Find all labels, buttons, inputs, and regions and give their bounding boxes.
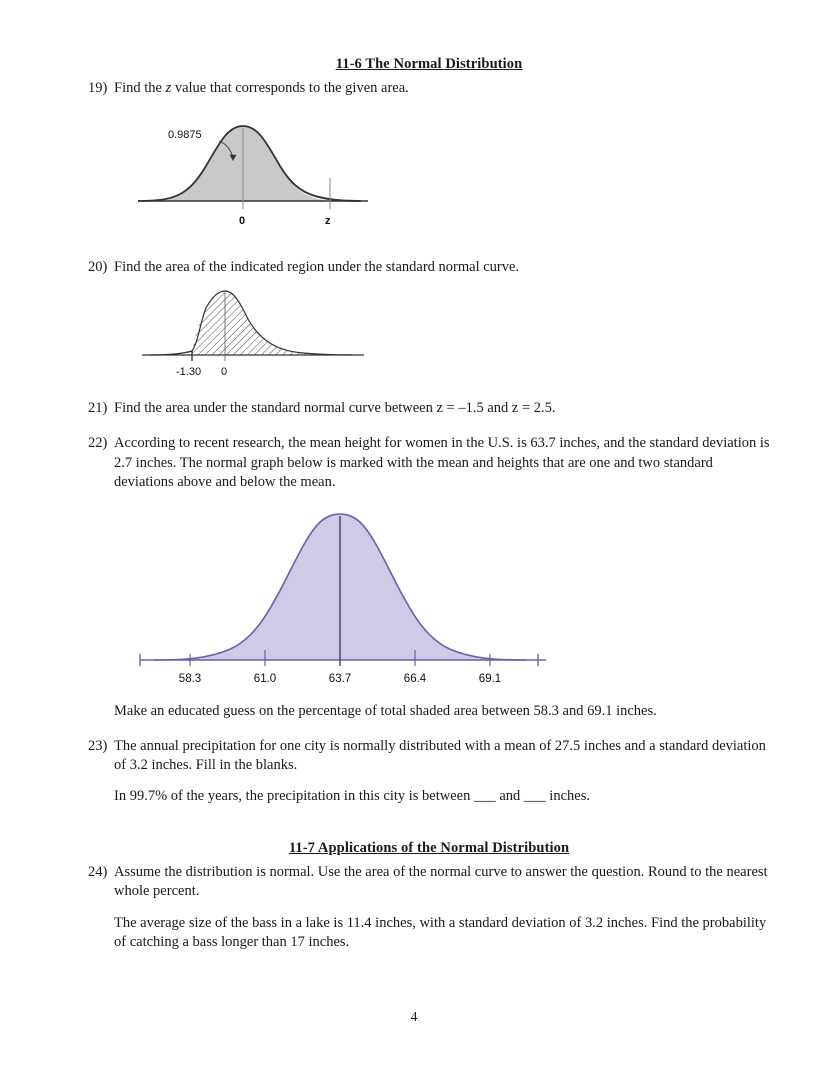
axis-label-20-neg130: -1.30	[176, 366, 202, 379]
page-number: 4	[410, 1009, 418, 1024]
question-19-text-before: Find the	[114, 80, 166, 96]
question-22-followup: Make an educated guess on the percentage of total shaded area between 58.3 and 69.1 inches.	[114, 702, 657, 719]
question-24-followup: The average size of the bass in a lake is 11.4 inches, with a standard deviation of 3.2 inches. Find the probability of catching a bass longer than 17 inches.	[114, 914, 767, 950]
question-23	[88, 737, 770, 775]
question-24-number: 24)	[88, 864, 108, 881]
question-19-number: 19)	[88, 80, 108, 96]
question-19-text-after: value that corresponds to the given area.	[171, 80, 409, 96]
question-21-number: 21)	[88, 400, 108, 417]
question-24-text: Assume the distribution is normal. Use the area of the normal curve to answer the question. Round to the nearest whole percent.	[114, 864, 768, 900]
area-label-19: 0.9875	[168, 129, 202, 142]
question-22	[88, 434, 770, 491]
normal-curve-22	[118, 500, 588, 690]
question-19	[88, 79, 770, 98]
tick-label-61-0: 61.0	[253, 672, 277, 685]
tick-label-58-3: 58.3	[178, 672, 202, 685]
hatched-region-20	[192, 291, 350, 355]
question-24	[88, 863, 770, 901]
question-21-text: Find the area under the standard normal curve between z = –1.5 and z = 2.5.	[114, 400, 556, 417]
figure-question-22	[118, 500, 588, 690]
question-21	[88, 399, 770, 418]
question-22-text: According to recent research, the mean height for women in the U.S. is 63.7 inches, and the standard deviation is 2.7 inches. The normal graph below is marked with the mean and heights that are one and two standard deviations above and below the mean.	[114, 435, 770, 490]
figure-question-20	[128, 283, 398, 383]
question-23-number: 23)	[88, 737, 108, 754]
question-23-followup: In 99.7% of the years, the precipitation in this city is between ___ and ___ inches.	[114, 788, 590, 805]
question-19-text	[114, 79, 770, 98]
tick-label-69-1: 69.1	[478, 672, 502, 685]
normal-curve-19	[116, 106, 416, 236]
section-heading-11-6: 11-6 The Normal Distribution	[335, 56, 523, 72]
axis-label-20-zero: 0	[221, 366, 228, 379]
question-20-text: Find the area of the indicated region under the standard normal curve.	[114, 259, 520, 276]
question-20	[88, 258, 770, 277]
axis-label-19-zero: 0	[239, 215, 246, 228]
figure-question-19	[116, 106, 416, 236]
axis-label-19-z: z	[325, 215, 331, 228]
tick-label-63-7: 63.7	[328, 672, 352, 685]
tick-label-66-4: 66.4	[403, 672, 427, 685]
question-22-number: 22)	[88, 435, 108, 452]
section-heading-11-7: 11-7 Applications of the Normal Distribution	[288, 840, 570, 857]
question-20-number: 20)	[88, 259, 108, 276]
question-23-text: The annual precipitation for one city is normally distributed with a mean of 27.5 inches and a standard deviation of 3.2 inches. Fill in the blanks.	[114, 737, 766, 773]
normal-curve-20	[128, 283, 418, 383]
question-19-variable: z	[165, 80, 172, 96]
